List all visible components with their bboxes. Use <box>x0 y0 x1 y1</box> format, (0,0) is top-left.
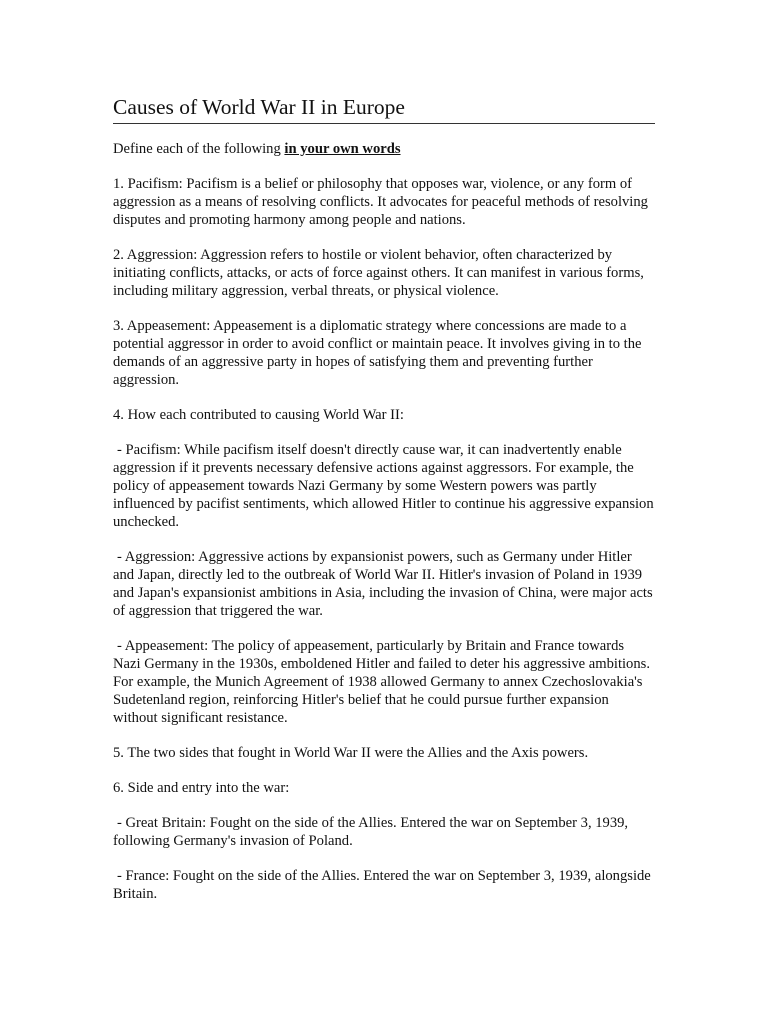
definition-appeasement: 3. Appeasement: Appeasement is a diplomatic strategy where concessions are made to a potential aggressor in order to avoid conflict or maintain peace. It involves giving in to the demands of an aggressive party in hopes of satisfying them and preventing further aggression. <box>113 318 642 388</box>
answer-two-sides: 5. The two sides that fought in World War II were the Allies and the Axis powers. <box>113 745 589 761</box>
document-page <box>113 92 655 903</box>
definition-pacifism: 1. Pacifism: Pacifism is a belief or philosophy that opposes war, violence, or any form of aggression as a means of resolving conflicts. It advocates for peaceful methods of resolving disputes and promoting harmony among people and nations. <box>113 176 648 228</box>
page-title: Causes of World War II in Europe <box>113 92 655 124</box>
instructions <box>113 140 655 158</box>
entry-france: - France: Fought on the side of the Allies. Entered the war on September 3, 1939, alongside Britain. <box>113 868 651 902</box>
question-sides-entry: 6. Side and entry into the war: <box>113 780 290 796</box>
contribution-aggression: - Aggression: Aggressive actions by expansionist powers, such as Germany under Hitler and Japan, directly led to the outbreak of World War II. Hitler's invasion of Poland in 1939 and Japan's expansionist ambitions in Asia, including the invasion of China, were major acts of aggression that triggered the war. <box>113 549 653 619</box>
question-contributions: 4. How each contributed to causing World War II: <box>113 407 404 423</box>
contribution-appeasement: - Appeasement: The policy of appeasement, particularly by Britain and France towards Nazi Germany in the 1930s, emboldened Hitler and failed to deter his aggressive ambitions. For example, the Munich Agreement of 1938 allowed Germany to annex Czechoslovakia's Sudetenland region, reinforcing Hitler's belief that he could pursue further expansion without significant resistance. <box>113 638 650 726</box>
contribution-pacifism: - Pacifism: While pacifism itself doesn't directly cause war, it can inadvertently enable aggression if it prevents necessary defensive actions against aggressors. For example, the policy of appeasement towards Nazi Germany by some Western powers was partly influenced by pacifist sentiments, which allowed Hitler to continue his aggressive expansion unchecked. <box>113 442 654 530</box>
entry-great-britain: - Great Britain: Fought on the side of the Allies. Entered the war on September 3, 1939, following Germany's invasion of Poland. <box>113 815 629 849</box>
definition-aggression: 2. Aggression: Aggression refers to hostile or violent behavior, often characterized by initiating conflicts, attacks, or acts of force against others. It can manifest in various forms, including military aggression, verbal threats, or physical violence. <box>113 247 644 299</box>
instructions-emphasis: in your own words <box>284 141 401 157</box>
instructions-text: Define each of the following <box>113 141 285 157</box>
